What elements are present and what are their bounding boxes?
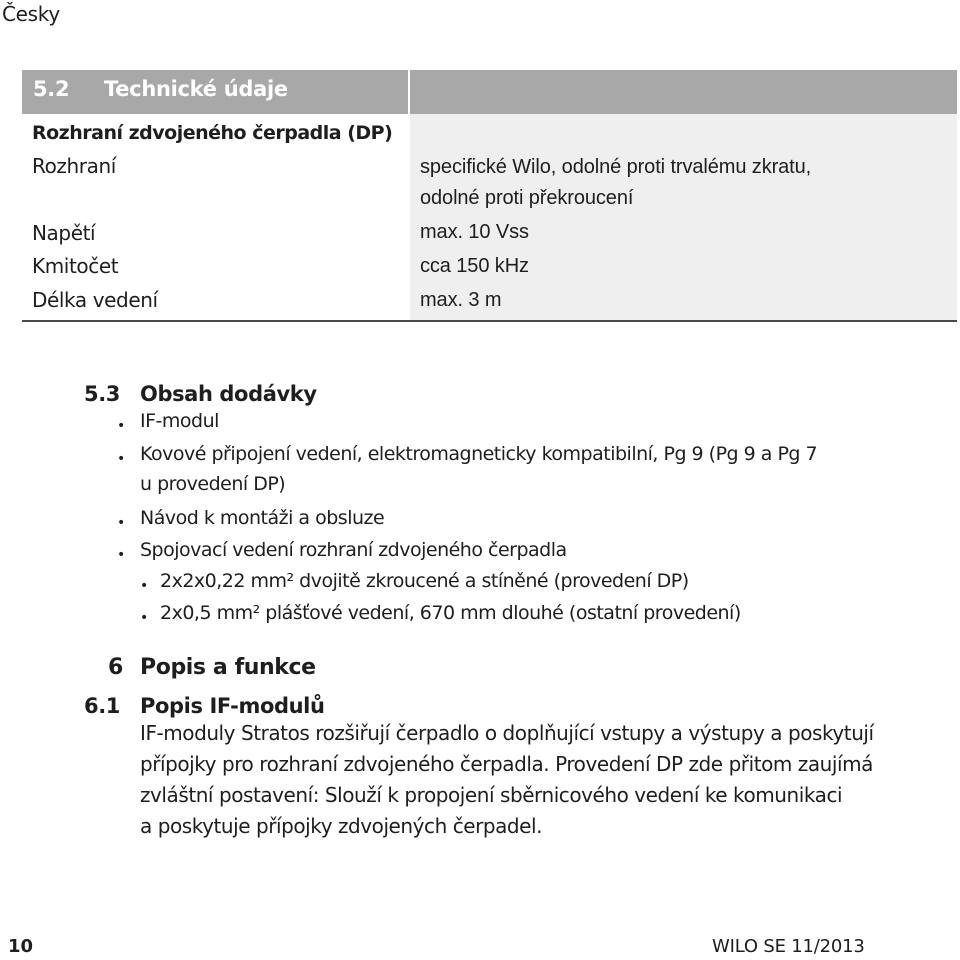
list-item-continuation: u provedení DP) — [140, 473, 286, 495]
list-subitem: 2x2x0,22 mm² dvojitě zkroucené a stíněné (provedení DP) — [160, 570, 689, 592]
paragraph-line: a poskytuje přípojky zdvojených čerpadel. — [140, 814, 543, 838]
paragraph-line: IF-moduly Stratos rozšiřují čerpadlo o doplňující vstupy a výstupy a poskytují — [140, 721, 874, 745]
language-label: Česky — [2, 2, 60, 26]
section-title: Technické údaje — [104, 77, 288, 101]
publisher-footer: WILO SE 11/2013 — [712, 936, 865, 957]
row-label-cable-length: Délka vedení — [32, 288, 158, 312]
module-description — [140, 718, 952, 842]
section-number: 6 — [108, 655, 123, 680]
list-item: IF-modul — [140, 410, 219, 432]
bullet-icon: • — [117, 547, 126, 563]
row-value-line: specifické Wilo, odolné proti trvalému zkratu, — [420, 156, 812, 178]
list-item: Kovové připojení vedení, elektromagneticky kompatibilní, Pg 9 (Pg 9 a Pg 7 — [140, 443, 818, 465]
bullet-icon: • — [140, 610, 149, 626]
list-subitem: 2x0,5 mm² plášťové vedení, 670 mm dlouhé (ostatní provedení) — [160, 602, 741, 624]
row-value-frequency: cca 150 kHz — [420, 255, 529, 277]
technical-data-table — [22, 70, 957, 322]
bullet-icon: • — [140, 578, 149, 594]
row-value-line: odolné proti překroucení — [420, 187, 634, 209]
row-label-frequency: Kmitočet — [32, 254, 119, 278]
page-number: 10 — [8, 936, 34, 957]
row-value-interface — [420, 152, 811, 214]
list-item: Spojovací vedení rozhraní zdvojeného čerpadla — [140, 539, 567, 561]
bullet-icon: • — [117, 418, 126, 434]
row-label-interface: Rozhraní — [32, 154, 116, 178]
header-divider — [408, 70, 410, 114]
section-title: Obsah dodávky — [140, 382, 317, 406]
row-value-cable-length: max. 3 m — [420, 289, 502, 311]
paragraph-line: přípojky pro rozhraní zdvojeného čerpadla. Provedení DP zde přitom zaujímá — [140, 752, 873, 776]
section-number: 5.3 — [84, 382, 121, 406]
section-title: Popis a funkce — [140, 655, 316, 680]
list-item: Návod k montáži a obsluze — [140, 507, 385, 529]
table-subheading: Rozhraní zdvojeného čerpadla (DP) — [32, 122, 393, 144]
row-value-voltage: max. 10 Vss — [420, 221, 529, 243]
bullet-icon: • — [117, 451, 126, 467]
paragraph-line: zvláštní postavení: Slouží k propojení sběrnicového vedení ke komunikaci — [140, 783, 843, 807]
section-number: 5.2 — [33, 77, 70, 101]
row-label-voltage: Napětí — [32, 221, 96, 245]
table-header-bar — [22, 70, 957, 114]
section-number: 6.1 — [84, 694, 121, 718]
bullet-icon: • — [117, 515, 126, 531]
section-title: Popis IF-modulů — [140, 694, 325, 718]
